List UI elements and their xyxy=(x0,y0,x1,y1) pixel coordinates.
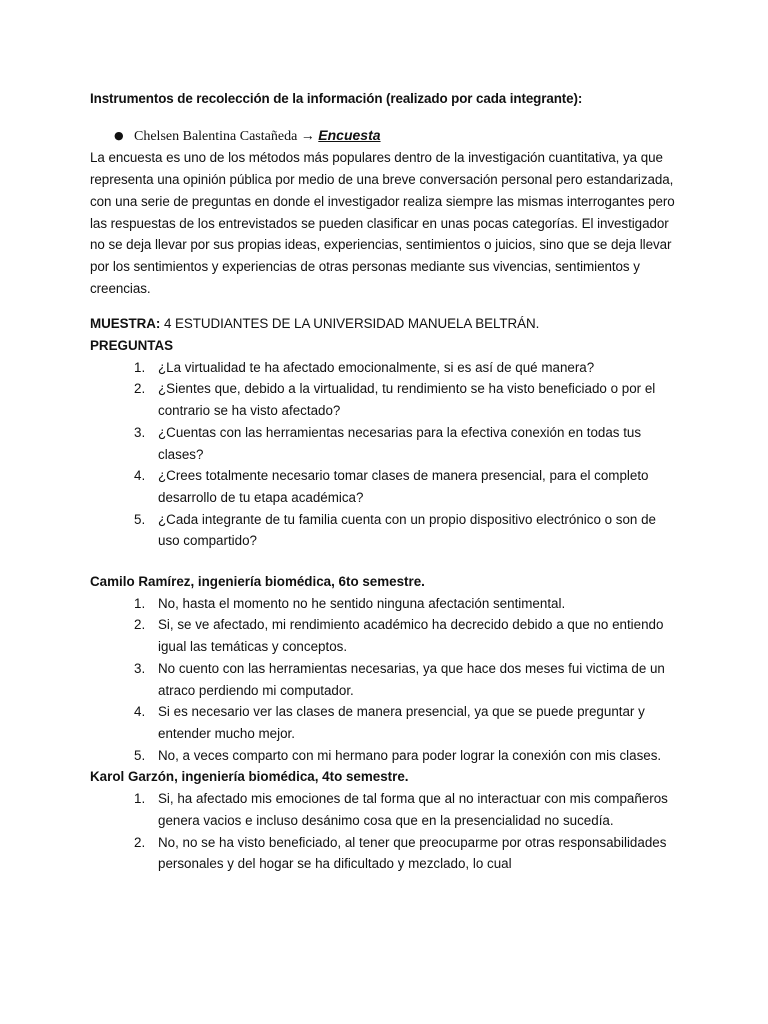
preguntas-title: PREGUNTAS xyxy=(90,338,174,354)
intro-paragraph: La encuesta es uno de los métodos más populares dentro de la investigación cuantitativa, ya que representa una opinión pública por medio de una breve conversación personal pero estandarizada, con una serie de preguntas en donde el investigador realiza siempre las mismas interrogantes pero las respuestas de los entrevistados se pueden clasificar en unas pocas categorías. El investigador no se deja llevar por sus propias ideas, experiencias, sentimientos o juicios, sino que se deja llevar por los sentimientos y experiencias de otras personas mediante sus vivencias, sentimientos y creencias. xyxy=(90,150,675,296)
answer-item xyxy=(90,701,680,744)
answer-item xyxy=(90,745,680,767)
question-number: 4. xyxy=(134,468,146,484)
method-label: Encuesta xyxy=(318,126,381,143)
answer-number: 3. xyxy=(134,660,146,676)
muestra-line xyxy=(90,313,680,335)
respondent-name: Karol Garzón, ingeniería biomédica, 4to semestre. xyxy=(90,769,409,785)
answer-text: No, no se ha visto beneficiado, al tener que preocuparme por otras responsabilidades personales y del hogar se ha dificultado y mezclado, lo cual xyxy=(158,834,667,872)
answer-list xyxy=(90,788,680,875)
question-number: 3. xyxy=(134,424,146,440)
answer-item xyxy=(90,788,680,831)
answer-number: 1. xyxy=(134,595,146,611)
question-text: ¿Cuentas con las herramientas necesarias para la efectiva conexión en todas tus clases? xyxy=(158,424,642,462)
document-content xyxy=(90,88,680,875)
question-list xyxy=(90,357,680,552)
answer-item xyxy=(90,658,680,701)
muestra-text: 4 ESTUDIANTES DE LA UNIVERSIDAD MANUELA BELTRÁN. xyxy=(160,316,540,332)
question-text: ¿Crees totalmente necesario tomar clases de manera presencial, para el completo desarrollo de tu etapa académica? xyxy=(158,468,649,505)
answer-text: No, hasta el momento no he sentido ninguna afectación sentimental. xyxy=(158,595,566,611)
page-heading: Instrumentos de recolección de la información (realizado por cada integrante): xyxy=(90,91,583,106)
question-item xyxy=(90,378,680,421)
author-name: Chelsen Balentina Castañeda → xyxy=(134,128,315,144)
answer-item xyxy=(90,832,680,875)
answer-text: No, a veces comparto con mi hermano para poder lograr la conexión con mis clases. xyxy=(158,747,662,763)
answer-number: 1. xyxy=(134,791,146,807)
answer-text: Si es necesario ver las clases de manera presencial, ya que se puede preguntar y entender mucho mejor. xyxy=(158,704,645,741)
author-bullet xyxy=(90,125,680,148)
answer-list xyxy=(90,593,680,767)
question-number: 2. xyxy=(134,381,146,397)
muestra-label: MUESTRA: xyxy=(90,316,161,332)
respondent-name: Camilo Ramírez, ingeniería biomédica, 6to semestre. xyxy=(90,574,425,590)
answer-text: Si, ha afectado mis emociones de tal forma que al no interactuar con mis compañeros genera vacios e incluso desánimo cosa que en la presencialidad no sucedía. xyxy=(158,791,668,828)
question-number: 5. xyxy=(134,511,146,527)
question-item xyxy=(90,509,680,552)
answer-number: 4. xyxy=(134,704,146,720)
answer-text: No cuento con las herramientas necesarias, ya que hace dos meses fui victima de un atraco perdiendo mi computador. xyxy=(158,660,665,698)
answer-number: 5. xyxy=(134,747,146,763)
answer-item xyxy=(90,593,680,615)
question-number: 1. xyxy=(134,359,146,375)
question-item xyxy=(90,465,680,508)
question-text: ¿Sientes que, debido a la virtualidad, tu rendimiento se ha visto beneficiado o por el contrario se ha visto afectado? xyxy=(158,381,656,419)
answer-number: 2. xyxy=(134,617,146,633)
bullet-dot-icon: ● xyxy=(114,128,124,142)
question-text: ¿La virtualidad te ha afectado emocionalmente, si es así de qué manera? xyxy=(158,359,595,375)
question-item xyxy=(90,422,680,465)
question-text: ¿Cada integrante de tu familia cuenta con un propio dispositivo electrónico o son de uso compartido? xyxy=(158,511,656,549)
answer-number: 2. xyxy=(134,834,146,850)
answer-item xyxy=(90,614,680,657)
section-gap xyxy=(90,552,680,571)
question-item xyxy=(90,357,680,379)
answer-text: Si, se ve afectado, mi rendimiento académico ha decrecido debido a que no entiendo igual las temáticas y conceptos. xyxy=(158,617,664,655)
